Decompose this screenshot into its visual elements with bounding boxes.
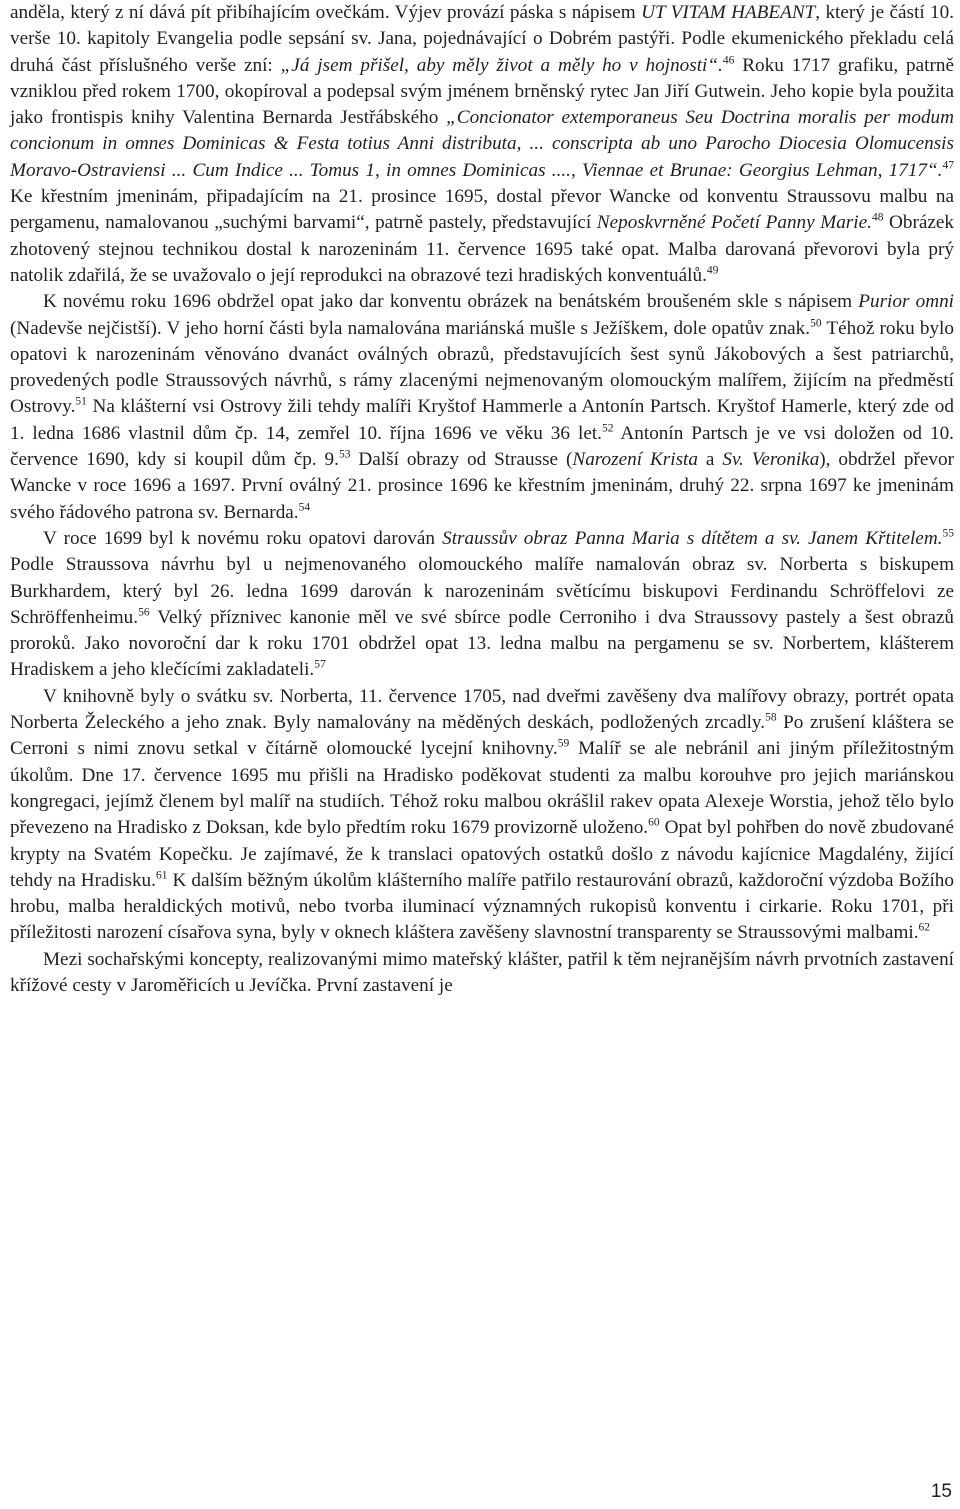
text-run: Ke křestním jmeninám, připadajícím na 21. prosince 1695, dostal převor Wancke od konventu Straussovu malbu na pergamenu, namalovanou „suchými barvami“, patrně pastely, představující xyxy=(10,186,954,234)
italic-text: Straussův obraz Panna Maria s dítětem a sv. Janem Křtitelem. xyxy=(442,527,943,549)
text-run: V knihovně byly o svátku sv. Norberta, 11. července 1705, nad dveřmi zavěšeny dva malířovy obrazy, portrét opata Norberta Želeckého a jeho znak. Byly namalovány na měděných deskách, podložených zrcadly. xyxy=(10,685,954,734)
text-run: Roku 1717 grafiku, patrně vzniklou před rokem 1700, okopíroval a podepsal svým jménem brněnský rytec Jan Jiří Gutwein. Jeho kopie byla použita jako frontispis knihy Valentina Bernarda Jestřábského xyxy=(10,54,954,129)
italic-text: Sv. Veronika xyxy=(722,449,820,471)
footnote-ref: 55 xyxy=(942,527,954,540)
italic-text: Purior omni xyxy=(858,291,954,313)
footnote-ref: 51 xyxy=(75,396,87,409)
footnote-ref: 59 xyxy=(557,737,570,750)
text-run: Po zrušení kláštera se Cerroni s nimi znovu setkal v čítárně olomoucké lycejní knihovny. xyxy=(10,712,954,760)
text-run: (Nadevše nejčistší). V jeho horní části byla namalována mariánská mušle s Ježíškem, dole opatův znak. xyxy=(10,317,811,339)
italic-text: „Já jsem přišel, aby měly život a měly ho v hojnosti“. xyxy=(280,54,723,76)
paragraph xyxy=(10,0,954,289)
footnote-ref: 62 xyxy=(918,922,931,934)
italic-text: Narození Krista xyxy=(572,449,698,471)
footnote-ref: 54 xyxy=(298,501,311,514)
footnote-ref: 57 xyxy=(314,659,326,672)
text-run: a xyxy=(697,449,723,471)
footnote-ref: 48 xyxy=(871,211,884,224)
text-run: Velký příznivec kanonie měl ve své sbírce podle Cerroniho i dva Straussovy pastely a šest obrazů proroků. Jako novoroční dar k roku 1701 obdržel opat 13. ledna malbu na pergamenu se sv. Norbertem, klášterem Hradiskem a jeho klečícími zakladateli. xyxy=(10,606,954,681)
paragraph xyxy=(10,289,954,526)
text-run: Téhož roku bylo opatovi k narozeninám věnováno dvanáct oválných obrazů, představujících šest synů Jákobových a šest patriarchů, provedených podle Straussových návrhů, s rámy zlacenými nejmenovaným olomouckým malířem, žijícím na předměstí Ostrovy. xyxy=(10,317,954,418)
text-run: Podle Straussova návrhu byl u nejmenovaného olomouckého malíře namalován obraz sv. Norberta s biskupem Burkhardem, který byl 26. ledna 1699 darován k narozeninám světícímu biskupovi Ferdinandu Schröffelovi ze Schröffenheimu. xyxy=(10,554,954,628)
italic-text: „Concionator extemporaneus Seu Doctrina moralis per modum concionum in omnes Dominicas & Festa totius Anni distributa, ... conscripta ab uno Parocho Diocesia Olomucensis Moravo-Ostraviensi ... Cum Indice ... Tomus 1, in omnes Dominicas ...., Viennae et Brunae: Georgius Lehman, 1717“. xyxy=(10,107,955,181)
text-run: Mezi sochařskými koncepty, realizovanými mimo mateřský klášter, patřil k těm nejranějším návrh prvotních zastavení křížové cesty v Jaroměřicích u Jevíčka. První zastavení je xyxy=(10,948,954,996)
text-run: Další obrazy od Strausse ( xyxy=(350,449,573,471)
page-number: 15 xyxy=(930,1481,952,1502)
paragraph xyxy=(10,526,954,684)
text-run: K dalším běžným úkolům klášterního malíře patřilo restaurování obrazů, každoroční výzdoba Božího hrobu, malba heraldických motivů, nebo tvorba iluminací významných rukopisů konventu i cirkarie. Roku 1701, při příležitosti narození císařova syna, byly v oknech kláštera zavěšeny slavnostní transparenty se Straussovými malbami. xyxy=(10,869,954,944)
footnote-ref: 47 xyxy=(942,159,954,172)
text-run: Antonín Partsch je ve vsi doložen od 10. července 1690, kdy si koupil dům čp. 9. xyxy=(10,422,954,471)
text-run: Obrázek zhotovený stejnou technikou dostal k narozeninám 11. července 1695 také opat. Malba darovaná převorovi byla prý natolik zdařilá, že se uvažovalo o její reprodukci na obrazové tezi hradiských konventuálů. xyxy=(10,212,955,286)
footnote-ref: 53 xyxy=(338,448,351,461)
text-run: V roce 1699 byl k novému roku opatovi darován xyxy=(43,527,443,549)
footnote-ref: 56 xyxy=(138,606,150,619)
footnote-ref: 61 xyxy=(155,869,168,882)
italic-text: UT VITAM HABEANT xyxy=(641,2,816,23)
text-run: Na klášterní vsi Ostrovy žili tehdy malíři Kryštof Hammerle a Antonín Partsch. Kryštof Hamerle, který zde od 1. ledna 1686 vlastnil dům čp. 14, zemřel 10. října 1696 ve věku 36 let. xyxy=(10,396,954,444)
footnote-ref: 50 xyxy=(810,317,822,330)
text-run: Malíř se ale nebránil ani jiným příležitostným úkolům. Dne 17. července 1695 mu přišli na Hradisko poděkovat studenti za malbu korouhve pro jejich mariánskou kongregaci, jejímž členem byl malíř na studiích. Téhož roku malbou okrášlil rakev opata Alexeje Worstia, jehož tělo bylo převezeno na Hradisko z Doksan, kde bylo předtím roku 1679 provizorně uloženo. xyxy=(10,738,955,839)
paragraph xyxy=(10,947,954,1000)
text-run: anděla, který z ní dává pít přibíhajícím ovečkám. Výjev provází páska s nápisem xyxy=(10,2,642,23)
footnote-ref: 49 xyxy=(706,264,719,277)
page-body xyxy=(10,0,954,999)
footnote-ref: 52 xyxy=(601,422,614,435)
paragraph xyxy=(10,684,954,947)
footnote-ref: 46 xyxy=(722,54,735,67)
footnote-ref: 60 xyxy=(648,816,660,829)
text-run: Opat byl pohřben do nově zbudované krypty na Svatém Kopečku. Je zajímavé, že k translaci opatových ostatků došlo z návodu kajícnice Magdalény, žijící tehdy na Hradisku. xyxy=(10,817,954,891)
italic-text: Neposkvrněné Početí Panny Marie. xyxy=(596,212,872,234)
footnote-ref: 58 xyxy=(765,711,777,724)
text-run: , který je částí 10. verše 10. kapitoly Evangelia podle sepsání sv. Jana, pojednávající o Dobrém pastýři. Podle ekumenického překladu celá druhá část příslušného verše zní: xyxy=(10,2,955,76)
text-run: ), obdržel převor Wancke v roce 1696 a 1697. První oválný 21. prosince 1696 ke křestním jmeninám, druhý 22. srpna 1697 ke jmeninám svého řádového patrona sv. Bernarda. xyxy=(10,449,954,523)
text-run: K novému roku 1696 obdržel opat jako dar konventu obrázek na benátském broušeném skle s nápisem xyxy=(43,291,859,313)
